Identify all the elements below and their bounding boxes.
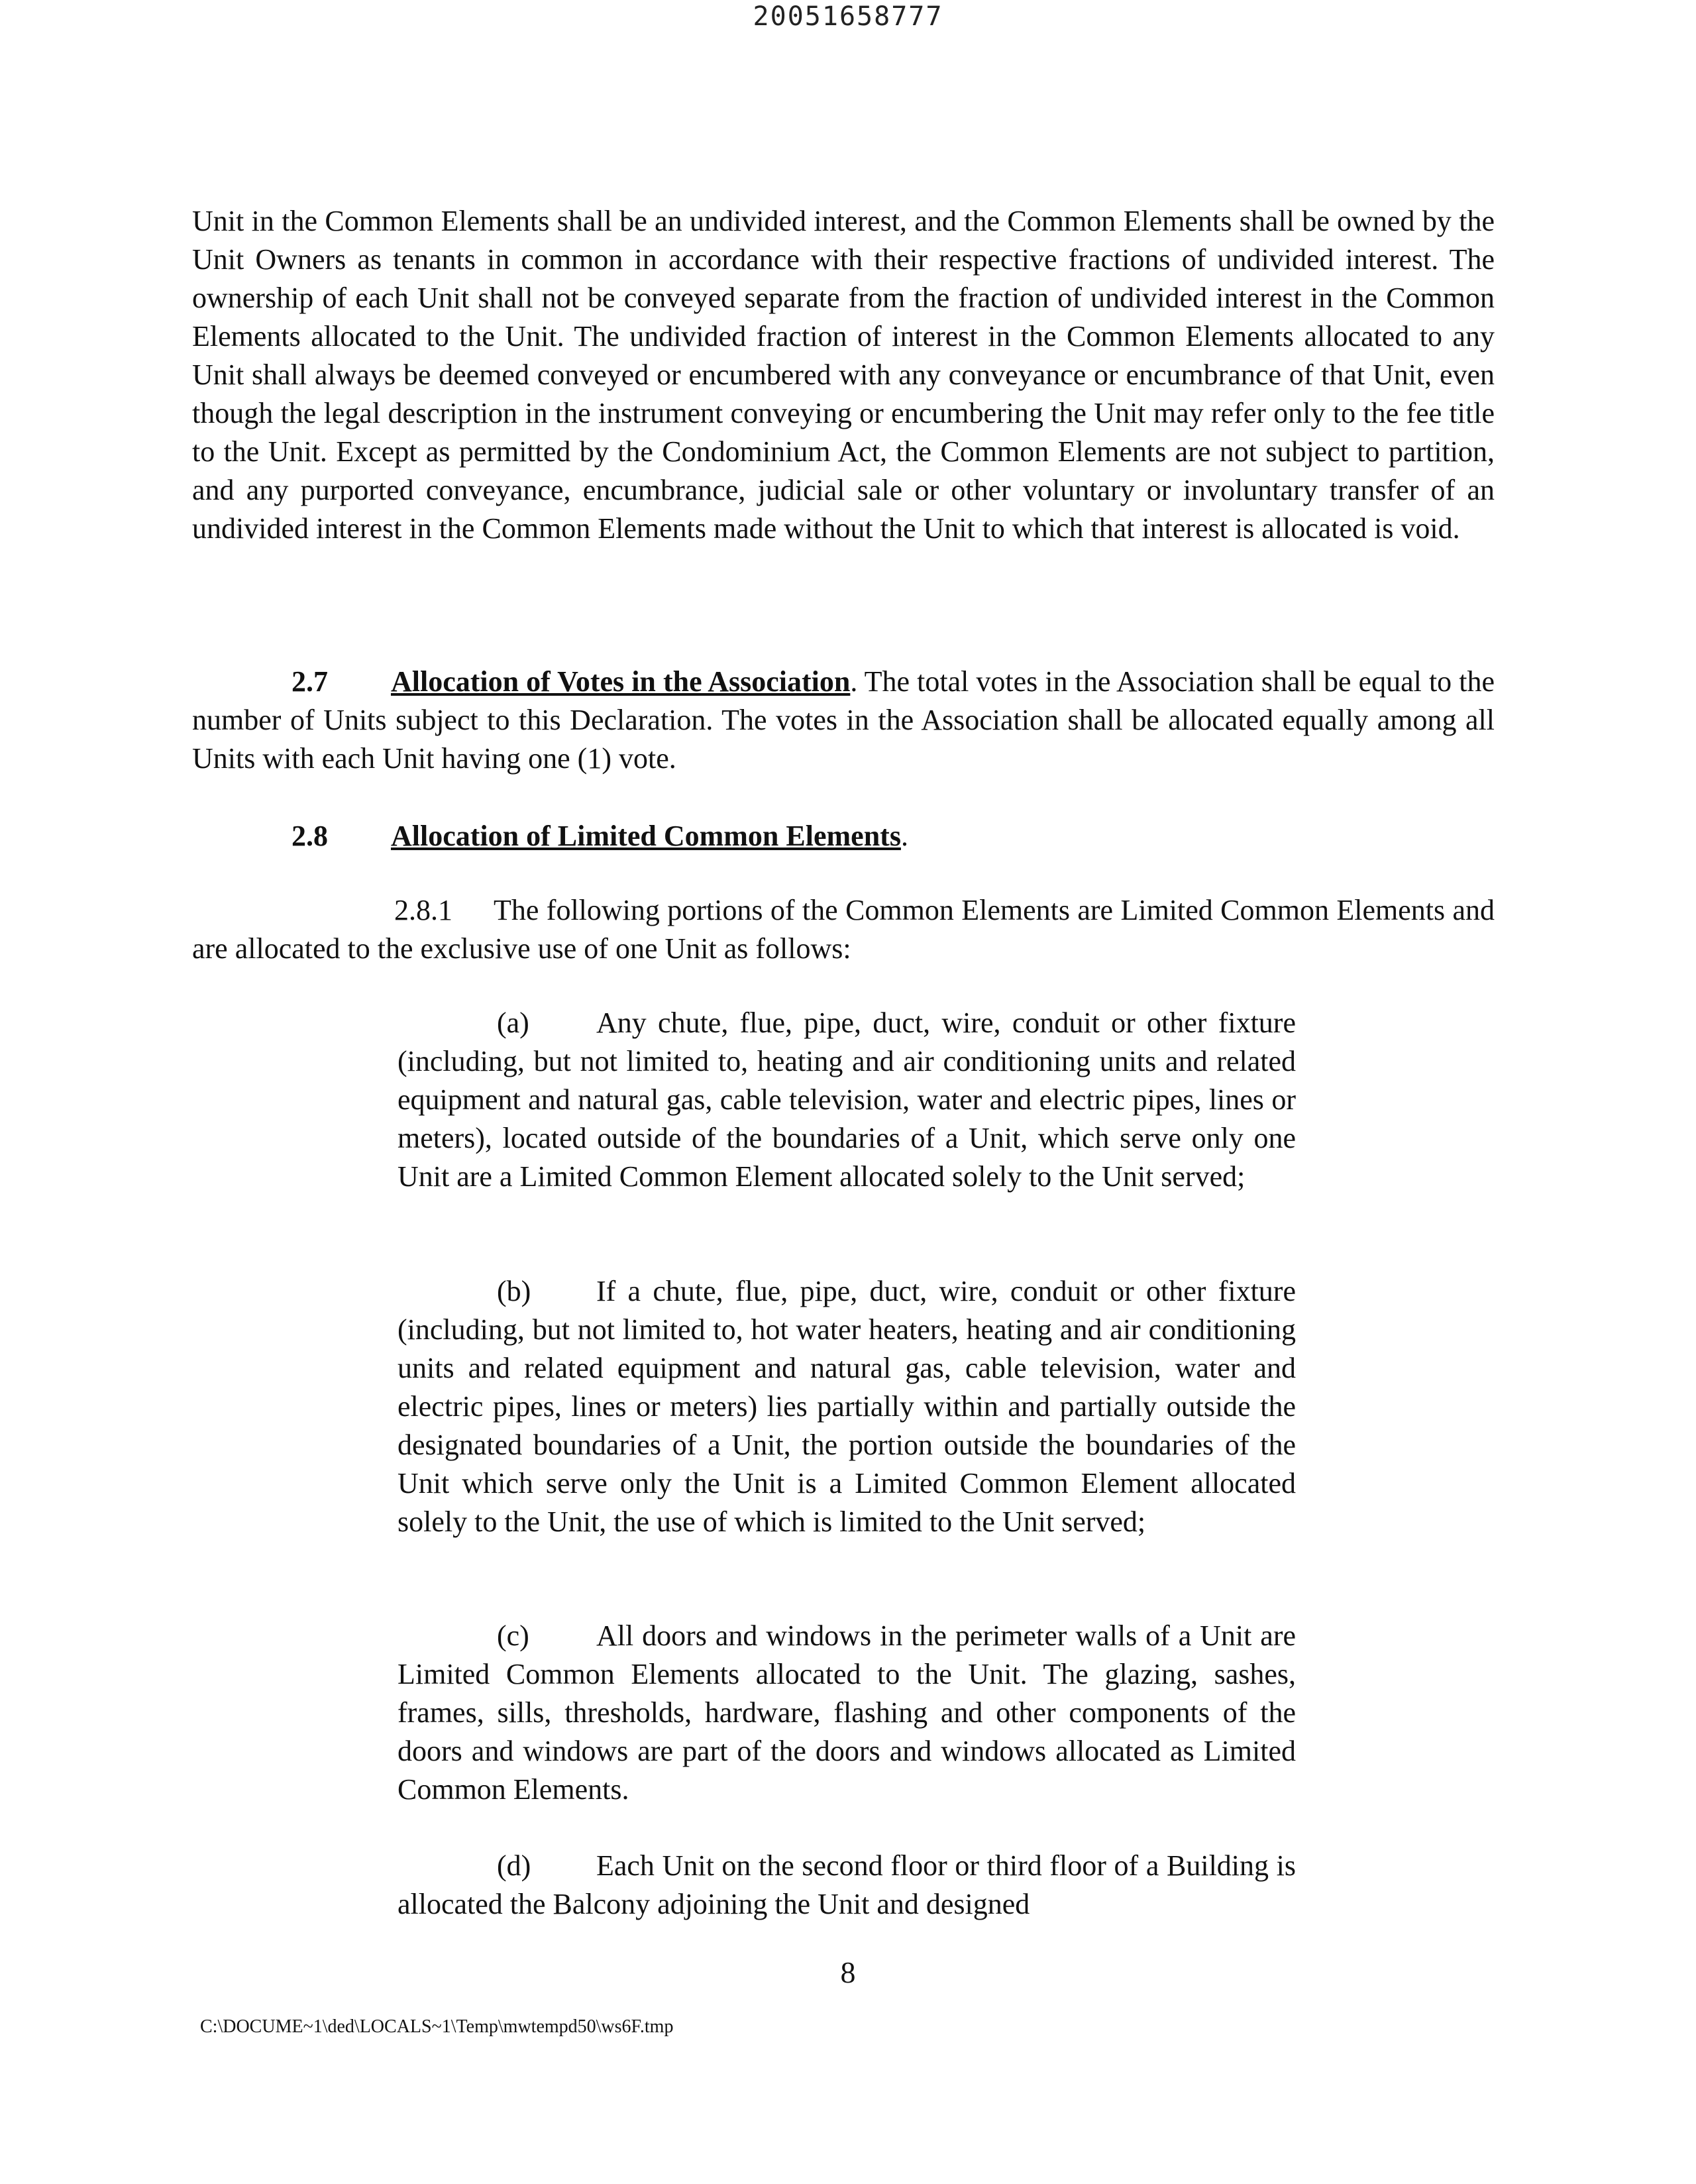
- subsection-c: [398, 1617, 1296, 1809]
- subsection-text: All doors and windows in the perimeter walls of a Unit are Limited Common Elements allocated to the Unit. The glazing, sashes, frames, sills, thresholds, hardware, flashing and other components of the doors and windows are part of the doors and windows allocated as Limited Common Elements.: [398, 1619, 1296, 1806]
- section-title: Allocation of Limited Common Elements: [391, 820, 901, 852]
- section-2-8-heading: [292, 817, 908, 855]
- subsection-label: (a): [497, 1007, 529, 1039]
- subsection-text: Any chute, flue, pipe, duct, wire, conduit or other fixture (including, but not limited to, heating and air conditioning units and related equipment and natural gas, cable television, water and electric pipes, lines or meters), located outside of the boundaries of a Unit, which serve only one Unit are a Limited Common Element allocated solely to the Unit served;: [398, 1007, 1296, 1193]
- footer-file-path: C:\DOCUME~1\ded\LOCALS~1\Temp\mwtempd50\ws6F.tmp: [200, 2016, 674, 2037]
- subsection-text: The following portions of the Common Elements are Limited Common Elements and are allocated to the exclusive use of one Unit as follows:: [192, 894, 1495, 965]
- subsection-text: If a chute, flue, pipe, duct, wire, conduit or other fixture (including, but not limited to, hot water heaters, heating and air conditioning units and related equipment and natural gas, cable television, water and electric pipes, lines or meters) lies partially within and partially outside the designated boundaries of a Unit, the portion outside the boundaries of the Unit which serve only the Unit is a Limited Common Element allocated solely to the Unit, the use of which is limited to the Unit served;: [398, 1275, 1296, 1538]
- section-2-8-1: [192, 891, 1495, 968]
- subsection-a: [398, 1004, 1296, 1196]
- subsection-b: [398, 1272, 1296, 1541]
- section-number: 2.7: [292, 665, 328, 698]
- paragraph-intro: Unit in the Common Elements shall be an undivided interest, and the Common Elements shall be owned by the Unit Owners as tenants in common in accordance with their respective fractions of undivided interest. The ownership of each Unit shall not be conveyed separate from the fraction of undivided interest in the Common Elements allocated to the Unit. The undivided fraction of interest in the Common Elements allocated to any Unit shall always be deemed conveyed or encumbered with any conveyance or encumbrance of that Unit, even though the legal description in the instrument conveying or encumbering the Unit may refer only to the fee title to the Unit. Except as permitted by the Condominium Act, the Common Elements are not subject to partition, and any purported conveyance, encumbrance, judicial sale or other voluntary or involuntary transfer of an undivided interest in the Common Elements made without the Unit to which that interest is allocated is void.: [192, 205, 1495, 545]
- subsection-label: (d): [497, 1849, 531, 1882]
- page-number: 8: [840, 1955, 856, 1989]
- subsection-label: (b): [497, 1275, 531, 1307]
- subsection-number: 2.8.1: [394, 894, 452, 926]
- document-number: 20051658777: [753, 1, 943, 32]
- section-2-7: [192, 663, 1495, 778]
- section-number: 2.8: [292, 820, 328, 852]
- section-title: Allocation of Votes in the Association: [391, 665, 851, 698]
- subsection-text: Each Unit on the second floor or third floor of a Building is allocated the Balcony adjoining the Unit and designed: [398, 1849, 1296, 1920]
- section-text: . The total votes in the Association shall be equal to the number of Units subject to this Declaration. The votes in the Association shall be allocated equally among all Units with each Unit having one (1) vote.: [192, 665, 1495, 775]
- section-title-suffix: .: [900, 820, 908, 852]
- subsection-label: (c): [497, 1619, 529, 1652]
- subsection-d: [398, 1847, 1296, 1924]
